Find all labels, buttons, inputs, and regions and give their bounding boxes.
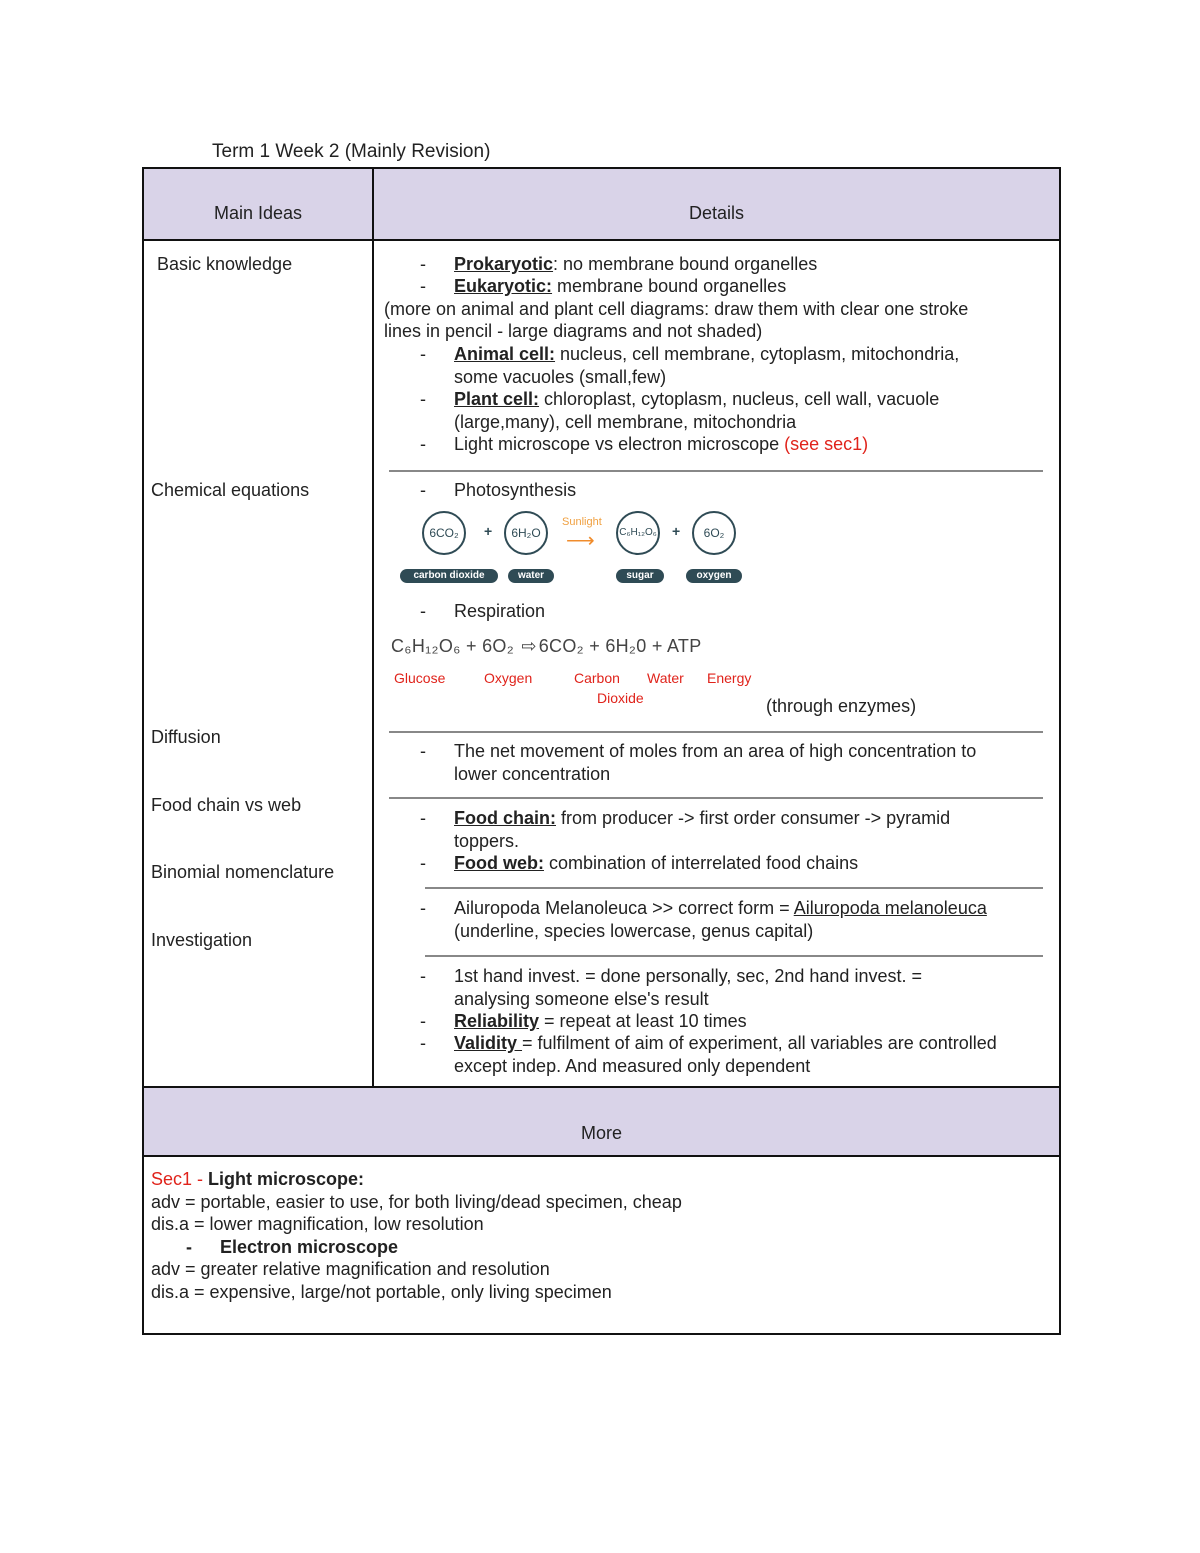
plus-sign: + (484, 523, 493, 539)
term-eukaryotic: Eukaryotic: (454, 276, 553, 296)
water-tag: water (508, 569, 554, 583)
light-advantages: adv = portable, easier to use, for both living/dead specimen, cheap (151, 1192, 682, 1212)
respiration-equation (391, 636, 702, 657)
definition: (large,many), cell membrane, mitochondria (454, 411, 797, 432)
definition: = repeat at least 10 times (539, 1011, 747, 1031)
header-main-ideas: Main Ideas (213, 203, 303, 223)
term-food-chain: Food chain: (454, 808, 556, 828)
photosynthesis-label: Photosynthesis (454, 480, 577, 500)
electron-title-row (186, 1236, 398, 1259)
list-item: - Food web: combination of interrelated food chains (420, 853, 859, 873)
co2-molecule: 6CO₂ (422, 511, 466, 555)
arrow-icon: ⇨ (521, 636, 537, 656)
header-more: More (580, 1123, 622, 1143)
light-disadvantages: dis.a = lower magnification, low resolution (151, 1214, 484, 1234)
definition: Light microscope vs electron microscope (454, 434, 785, 454)
page-title: Term 1 Week 2 (Mainly Revision) (212, 141, 491, 162)
list-item: - Food chain: from producer -> first order consumer -> pyramid toppers. (420, 808, 951, 851)
h2o-molecule: 6H₂O (504, 511, 548, 555)
oxygen-tag: oxygen (686, 569, 742, 583)
definition: chloroplast, cytoplasm, nucleus, cell wall, vacuole (539, 389, 940, 409)
correct-binomial-name: Ailuropoda melanoleuca (793, 898, 987, 918)
more-light-title (151, 1168, 364, 1191)
section-divider (389, 470, 1043, 472)
term-prokaryotic: Prokaryotic (454, 254, 554, 274)
definition: except indep. And measured only dependent (454, 1055, 811, 1076)
list-item: - Animal cell: nucleus, cell membrane, cytoplasm, mitochondria, some vacuoles (small,few) (420, 344, 960, 387)
list-item: - Respiration (420, 601, 546, 621)
list-item: - Ailuropoda Melanoleuca >> correct form = Ailuropoda melanoleuca (underline, species lowercase, genus capital) (420, 898, 987, 941)
carbon-label: Carbon (574, 670, 620, 686)
label-food-chain-web: Food chain vs web (151, 795, 302, 815)
electron-microscope-title: Electron microscope (220, 1237, 399, 1257)
header-details: Details (688, 203, 745, 223)
label-investigation: Investigation (151, 930, 253, 950)
more-header-row (144, 1088, 1059, 1155)
term-food-web: Food web: (454, 853, 544, 873)
o2-molecule: 6O₂ (692, 511, 736, 555)
sugar-molecule: C₆H₁₂O₆ (616, 511, 660, 555)
term-animal-cell: Animal cell: (454, 344, 556, 364)
label-binomial: Binomial nomenclature (151, 862, 335, 882)
list-item: - Plant cell: chloroplast, cytoplasm, nucleus, cell wall, vacuole (large,many), cell membrane, mitochondria (420, 389, 940, 432)
list-item: - Prokaryotic: no membrane bound organelles (420, 254, 818, 274)
column-divider (372, 167, 374, 1087)
list-item: - 1st hand invest. = done personally, sec, 2nd hand invest. = analysing someone else's result (420, 966, 922, 1009)
section-divider (425, 955, 1043, 957)
energy-label: Energy (707, 670, 752, 686)
definition: (underline, species lowercase, genus capital) (454, 920, 814, 941)
plus-sign: + (672, 523, 681, 539)
glucose-label: Glucose (394, 670, 446, 686)
sec1-reference: (see sec1) (784, 434, 869, 454)
oxygen-label: Oxygen (484, 670, 533, 686)
list-item: - The net movement of moles from an area of high concentration to lower concentration (420, 741, 977, 784)
photosynthesis-diagram (398, 505, 748, 587)
respiration-label: Respiration (454, 601, 546, 621)
definition: nucleus, cell membrane, cytoplasm, mitochondria, (555, 344, 960, 364)
dioxide-label: Dioxide (597, 690, 644, 706)
list-item: - Validity = fulfilment of aim of experiment, all variables are controlled except indep. And measured only dependent (420, 1033, 997, 1076)
definition: 1st hand invest. = done personally, sec, 2nd hand invest. = (454, 966, 922, 986)
definition: from producer -> first order consumer -> pyramid (556, 808, 951, 828)
section-divider (425, 887, 1043, 889)
bullet-dash: - (186, 1237, 192, 1257)
label-chemical-equations: Chemical equations (151, 480, 310, 500)
label-diffusion: Diffusion (151, 727, 221, 747)
term-validity: Validity (454, 1033, 523, 1053)
definition: lower concentration (454, 763, 611, 784)
definition: Ailuropoda Melanoleuca >> correct form = (454, 898, 794, 918)
equation-products: 6CO₂ + 6H₂0 + ATP (538, 636, 702, 656)
definition: analysing someone else's result (454, 988, 709, 1009)
list-item: - Photosynthesis (420, 480, 577, 500)
section-divider (389, 731, 1043, 733)
carbon-dioxide-tag: carbon dioxide (400, 569, 498, 583)
definition: membrane bound organelles (552, 276, 787, 296)
term-reliability: Reliability (454, 1011, 540, 1031)
list-item: - Reliability = repeat at least 10 times (420, 1011, 747, 1031)
sec1-label: Sec1 - (151, 1169, 209, 1189)
label-basic-knowledge: Basic knowledge (157, 254, 293, 274)
electron-disadvantages: dis.a = expensive, large/not portable, only living specimen (151, 1282, 612, 1302)
definition: = fulfilment of aim of experiment, all variables are controlled (522, 1033, 997, 1053)
term-plant-cell: Plant cell: (454, 389, 540, 409)
note-text: (more on animal and plant cell diagrams: draw them with clear one stroke (384, 299, 969, 319)
enzymes-note: (through enzymes) (766, 696, 917, 716)
arrow-icon: ⟶ (566, 530, 595, 552)
definition: some vacuoles (small,few) (454, 366, 667, 387)
sugar-tag: sugar (616, 569, 664, 583)
definition: The net movement of moles from an area of high concentration to (454, 741, 977, 761)
note-text: lines in pencil - large diagrams and not shaded) (384, 321, 763, 341)
equation-reactants: C₆H₁₂O₆ + 6O₂ (391, 636, 514, 656)
definition: : no membrane bound organelles (553, 254, 818, 274)
definition: toppers. (454, 830, 520, 851)
list-item: - Light microscope vs electron microscope (see sec1) (420, 434, 869, 454)
section-divider (389, 797, 1043, 799)
definition: combination of interrelated food chains (543, 853, 859, 873)
sunlight-label: Sunlight (562, 516, 602, 528)
light-microscope-title: Light microscope: (208, 1169, 365, 1189)
list-item: - Eukaryotic: membrane bound organelles (420, 276, 787, 296)
divider (142, 1155, 1061, 1157)
water-label: Water (647, 670, 684, 686)
divider (142, 239, 1061, 241)
electron-advantages: adv = greater relative magnification and resolution (151, 1259, 550, 1279)
